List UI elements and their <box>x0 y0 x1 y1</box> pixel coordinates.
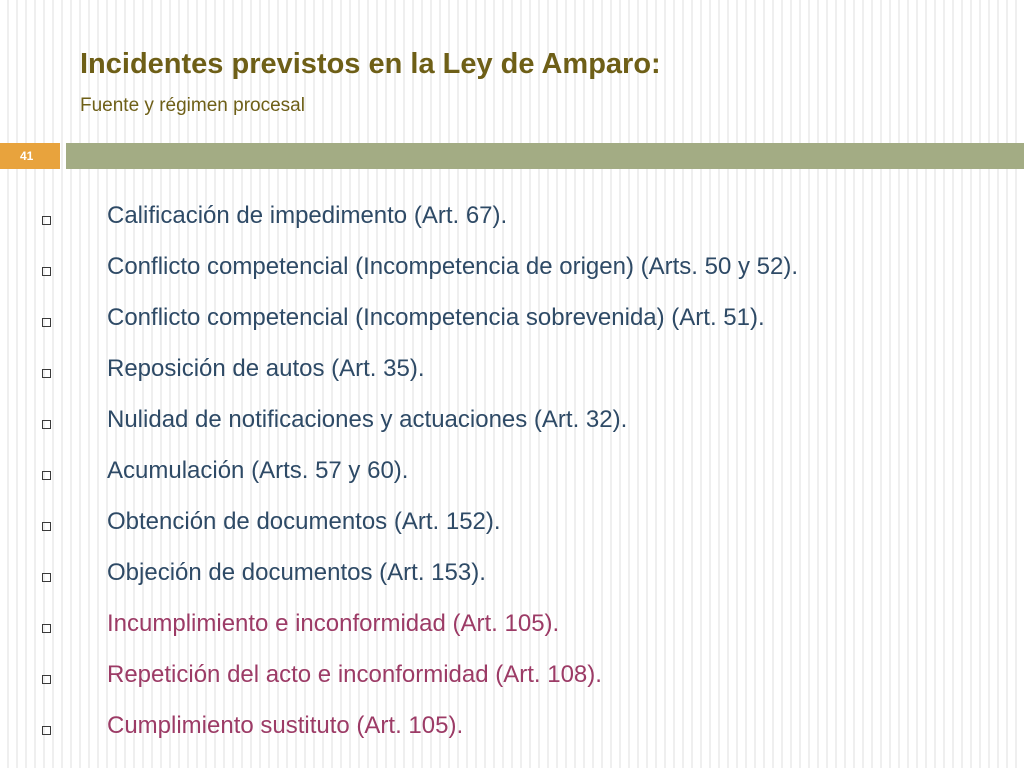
square-bullet-icon <box>42 267 51 276</box>
list-item-text: Acumulación (Arts. 57 y 60). <box>107 457 409 484</box>
square-bullet-icon <box>42 675 51 684</box>
list-item-text: Conflicto competencial (Incompetencia de origen) (Arts. 50 y 52). <box>107 253 798 280</box>
slide-subtitle: Fuente y régimen procesal <box>80 95 305 116</box>
square-bullet-icon <box>42 420 51 429</box>
list-item-text: Reposición de autos (Art. 35). <box>107 355 425 382</box>
square-bullet-icon <box>42 624 51 633</box>
list-item-text: Nulidad de notificaciones y actuaciones (Art. 32). <box>107 406 628 433</box>
list-item-text: Obtención de documentos (Art. 152). <box>107 508 501 535</box>
list-item-text: Calificación de impedimento (Art. 67). <box>107 202 508 229</box>
slide-title: Incidentes previstos en la Ley de Amparo: <box>80 48 661 80</box>
list-item-text: Cumplimiento sustituto (Art. 105). <box>107 712 464 739</box>
list-item-text: Conflicto competencial (Incompetencia sobrevenida) (Art. 51). <box>107 304 765 331</box>
square-bullet-icon <box>42 471 51 480</box>
square-bullet-icon <box>42 522 51 531</box>
square-bullet-icon <box>42 318 51 327</box>
list-item-text: Incumplimiento e inconformidad (Art. 105). <box>107 610 560 637</box>
square-bullet-icon <box>42 369 51 378</box>
square-bullet-icon <box>42 573 51 582</box>
page-number-badge: 41 <box>0 143 60 169</box>
square-bullet-icon <box>42 726 51 735</box>
header-accent-bar <box>66 143 1024 169</box>
list-item-text: Repetición del acto e inconformidad (Art. 108). <box>107 661 602 688</box>
square-bullet-icon <box>42 216 51 225</box>
list-item-text: Objeción de documentos (Art. 153). <box>107 559 486 586</box>
